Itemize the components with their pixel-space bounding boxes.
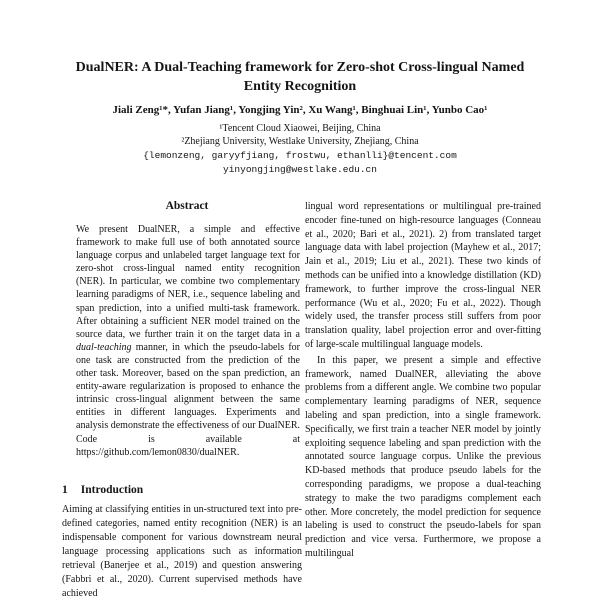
introduction-paragraph: Aiming at classifying entities in un-structured text into pre-defined categories, named entity recognition (NER) is an indispensable component for various downstream neural language processing applications such as information retrieval (Banerjee et al., 2019) and question answering (Fabbri et al., 2020). Current supervised methods have achieved	[62, 504, 302, 599]
right-column-paragraph-1: lingual word representations or multilingual pre-trained encoder fine-tuned on high-resource languages (Conneau et al., 2020; Bari et al., 2021). 2) from translated target language data with label projection (Mayhew et al., 2017; Jain et al., 2019; Liu et al., 2021). These two kinds of methods can be unified into a knowledge distillation (KD) framework, to further improve the cross-lingual NER performance (Wu et al., 2020; Fu et al., 2022). Though widely used, the transfer process still suffers from poor translation quality, label projection error and over-fitting of large-scale multilingual language models.	[305, 201, 541, 350]
abstract-heading: Abstract	[165, 200, 209, 212]
section-title: Introduction	[80, 484, 144, 496]
paper-title: DualNER: A Dual-Teaching framework for Zero-shot Cross-lingual Named Entity Recognition	[75, 60, 525, 94]
right-column-paragraph-2: In this paper, we present a simple and effective framework, named DualNER, alleviating the above problems from a different angle. We combine two popular complementary learning paradigms of NER, sequence labeling and span prediction, into a single framework. Specifically, we first train a teacher NER model by jointly exploiting sequence labeling and span prediction with the annotated source language corpus. Unlike the previous KD-based methods that produce pseudo labels for the corresponding paradigms, we propose a dual-teaching strategy to make the two paradigms complement each other. More concretely, the model prediction for sequence labeling is used to construct the pseudo-labels for span prediction and vice versa. Furthermore, we propose a multilingual	[305, 354, 541, 559]
abstract-text: We present DualNER, a simple and effective framework to make full use of both annotated source language corpus and unlabeled target language text for zero-shot cross-lingual named entity recognition (NER). In particular, we combine two complementary learning paradigms of NER, i.e., sequence labeling and span prediction, into a unified multi-task framework. After obtaining a sufficient NER model trained on the source data, we further train it on the target data in a dual-teaching manner, in which the pseudo-labels for one task are constructed from the prediction of the other task. Moreover, based on the span prediction, an entity-aware regularization is proposed to enhance the intrinsic cross-lingual alignment between the same entities in different languages. Experiments and analysis demonstrate the effectiveness of our DualNER. Code is available at https://github.com/lemon0830/dualNER.	[76, 224, 300, 458]
authors-line: Jiali Zeng¹*, Yufan Jiang¹, Yongjing Yin², Xu Wang¹, Binghuai Lin¹, Yunbo Cao¹	[112, 104, 488, 116]
affiliation-2: ²Zhejiang University, Westlake University, Zhejiang, China	[181, 136, 419, 147]
section-number: 1	[62, 484, 68, 496]
email-line-1: {lemonzeng, garyyfjiang, frostwu, ethanlli}@tencent.com	[143, 150, 457, 161]
affiliations-block	[20, 122, 580, 148]
emails-block	[20, 149, 580, 176]
affiliation-1: ¹Tencent Cloud Xiaowei, Beijing, China	[219, 123, 381, 134]
right-column	[305, 200, 541, 600]
email-line-2: yinyongjing@westlake.edu.cn	[223, 163, 377, 175]
section-heading-introduction	[62, 484, 302, 496]
